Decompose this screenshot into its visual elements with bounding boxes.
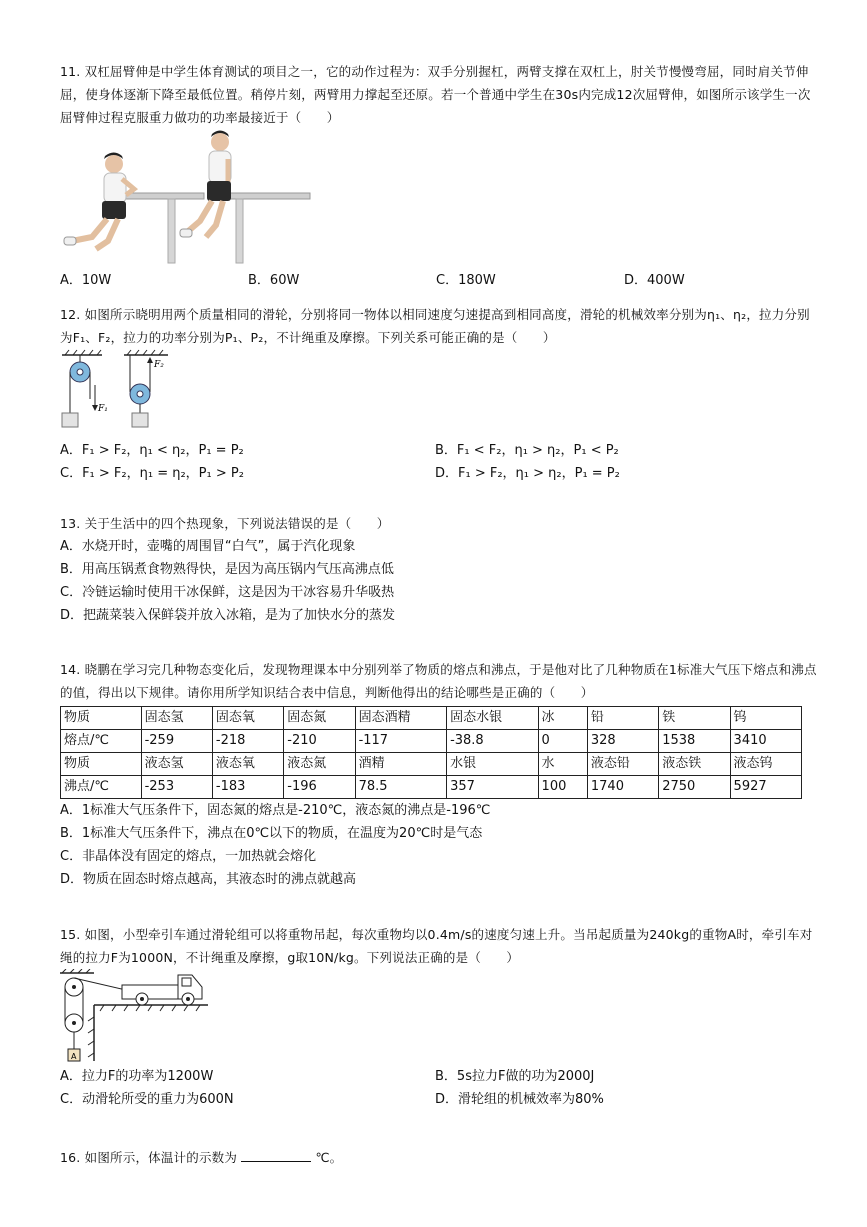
table-cell: 冰 [538,707,587,730]
force-f2-label: F₂ [154,360,164,370]
option-b[interactable]: B．5s拉力F做的功为2000J [435,1069,595,1084]
option-d[interactable]: D．物质在固态时熔点越高，其液态时的沸点就越高 [60,872,357,887]
option-d[interactable]: D．把蔬菜装入保鲜袋并放入冰箱，是为了加快水分的蒸发 [60,608,396,623]
table-cell: 2750 [659,776,730,799]
table-cell: -196 [284,776,355,799]
option-d[interactable]: D．F₁ > F₂，η₁ > η₂，P₁ = P₂ [435,466,620,481]
force-f1-label: F₁ [98,404,108,414]
question-11-figure [60,129,820,265]
table-cell: 1740 [587,776,658,799]
table-cell: -210 [284,730,355,753]
table-cell: -259 [141,730,212,753]
answer-blank[interactable] [241,1149,311,1162]
question-14 [60,658,820,891]
table-row [61,753,802,776]
table-cell: 钨 [730,707,801,730]
option-b[interactable]: B．1标准大气压条件下，沸点在0℃以下的物质，在温度为20℃时是气态 [60,826,483,841]
option-c[interactable]: C．F₁ > F₂，η₁ = η₂，P₁ > P₂ [60,466,244,481]
option-a[interactable]: A．F₁ > F₂，η₁ < η₂，P₁ = P₂ [60,443,244,458]
table-cell: 酒精 [355,753,446,776]
table-cell: 铅 [587,707,658,730]
table-cell: 5927 [730,776,801,799]
table-cell: 液态钨 [730,753,801,776]
table-cell: 液态铁 [659,753,730,776]
table-cell: 78.5 [355,776,446,799]
question-12-options [60,439,820,485]
question-12-figure [60,349,820,439]
question-15-text: 15. 如图，小型牵引车通过滑轮组可以将重物吊起，每次重物均以0.4m/s的速度匀速上升。当吊起质量为240kg的重物A时，牵引车对绳的拉力F为1000N，不计绳重及摩擦，g取10N/kg。下列说法正确的是（ ） [60,927,813,965]
table-cell: -253 [141,776,212,799]
table-cell: 物质 [61,707,142,730]
question-15-figure [60,969,820,1065]
question-11-text: 11. 双杠屈臂伸是中学生体育测试的项目之一，它的动作过程为：双手分别握杠，两臂支撑在双杠上，肘关节慢慢弯屈，同时肩关节伸屈，使身体逐渐下降至最低位置。稍停片刻，两臂用力撑起至还原。若一个普通中学生在30s内完成12次屈臂伸，如图所示该学生一次屈臂伸过程克服重力做功的功率最接近于（ ） [60,64,811,125]
question-15-options [60,1065,820,1111]
table-cell: 水银 [447,753,538,776]
question-14-options [60,799,820,891]
question-12 [60,303,820,485]
table-row [61,776,802,799]
table-cell: 液态氧 [212,753,283,776]
table-cell: -183 [212,776,283,799]
question-13 [60,512,820,627]
option-b[interactable]: B．60W [248,273,300,288]
question-14-text: 14. 晓鹏在学习完几种物态变化后，发现物理课本中分别列举了物质的熔点和沸点，于是他对比了几种物质在1标准大气压下熔点和沸点的值，得出以下规律。请你用所学知识结合表中信息，判断他得出的结论哪些是正确的（ ） [60,662,817,700]
table-cell: 液态铅 [587,753,658,776]
question-11 [60,60,820,292]
option-d[interactable]: D．滑轮组的机械效率为80% [435,1092,604,1107]
question-16-text [60,1146,820,1169]
option-c[interactable]: C．180W [436,273,496,288]
table-cell: -38.8 [447,730,538,753]
melting-boiling-table [60,706,802,799]
question-12-text: 12. 如图所示晓明用两个质量相同的滑轮，分别将同一物体以相同速度匀速提高到相同高度，滑轮的机械效率分别为η₁、η₂，拉力分别为F₁、F₂，拉力的功率分别为P₁、P₂，不计绳重及摩擦。下列关系可能正确的是（ ） [60,307,810,345]
table-cell: -117 [355,730,446,753]
table-cell: 357 [447,776,538,799]
option-c[interactable]: C．冷链运输时使用干冰保鲜，这是因为干冰容易升华吸热 [60,585,395,600]
table-cell: 固态氧 [212,707,283,730]
option-a[interactable]: A．10W [60,273,112,288]
table-cell: 100 [538,776,587,799]
table-row [61,730,802,753]
question-15 [60,923,820,1111]
option-c[interactable]: C．非晶体没有固定的熔点，一加热就会熔化 [60,849,317,864]
dip-exercise-illustration [60,129,320,265]
question-13-text: 13. 关于生活中的四个热现象，下列说法错误的是（ ） [60,516,390,531]
question-11-options [60,269,820,292]
table-cell: 液态氢 [141,753,212,776]
tow-truck-pulley-diagram [60,969,210,1065]
question-16 [60,1146,820,1169]
truck-body [122,985,178,999]
option-c[interactable]: C．动滑轮所受的重力为600N [60,1092,234,1107]
question-16-suffix: ℃。 [315,1150,343,1165]
option-a[interactable]: A．水烧开时，壶嘴的周围冒“白气”，属于汽化现象 [60,539,356,554]
table-cell: 固态氢 [141,707,212,730]
question-16-prefix: 16. 如图所示，体温计的示数为 [60,1150,238,1165]
table-cell: 3410 [730,730,801,753]
option-d[interactable]: D．400W [624,273,685,288]
weight-a-label: A [71,1052,77,1061]
option-a[interactable]: A．拉力F的功率为1200W [60,1069,214,1084]
table-cell: 物质 [61,753,142,776]
table-cell: 铁 [659,707,730,730]
table-cell: 沸点/℃ [61,776,142,799]
option-a[interactable]: A．1标准大气压条件下，固态氮的熔点是-210℃，液态氮的沸点是-196℃ [60,803,491,818]
pulley-diagram [60,349,190,439]
table-cell: 液态氮 [284,753,355,776]
table-row [61,707,802,730]
table-cell: 328 [587,730,658,753]
option-b[interactable]: B．F₁ < F₂，η₁ > η₂，P₁ < P₂ [435,443,619,458]
table-cell: 0 [538,730,587,753]
table-cell: 1538 [659,730,730,753]
table-cell: 固态酒精 [355,707,446,730]
question-13-options [60,535,820,627]
table-cell: 熔点/℃ [61,730,142,753]
table-cell: 固态氮 [284,707,355,730]
option-b[interactable]: B．用高压锅煮食物熟得快，是因为高压锅内气压高沸点低 [60,562,394,577]
table-cell: 水 [538,753,587,776]
table-cell: -218 [212,730,283,753]
table-cell: 固态水银 [447,707,538,730]
